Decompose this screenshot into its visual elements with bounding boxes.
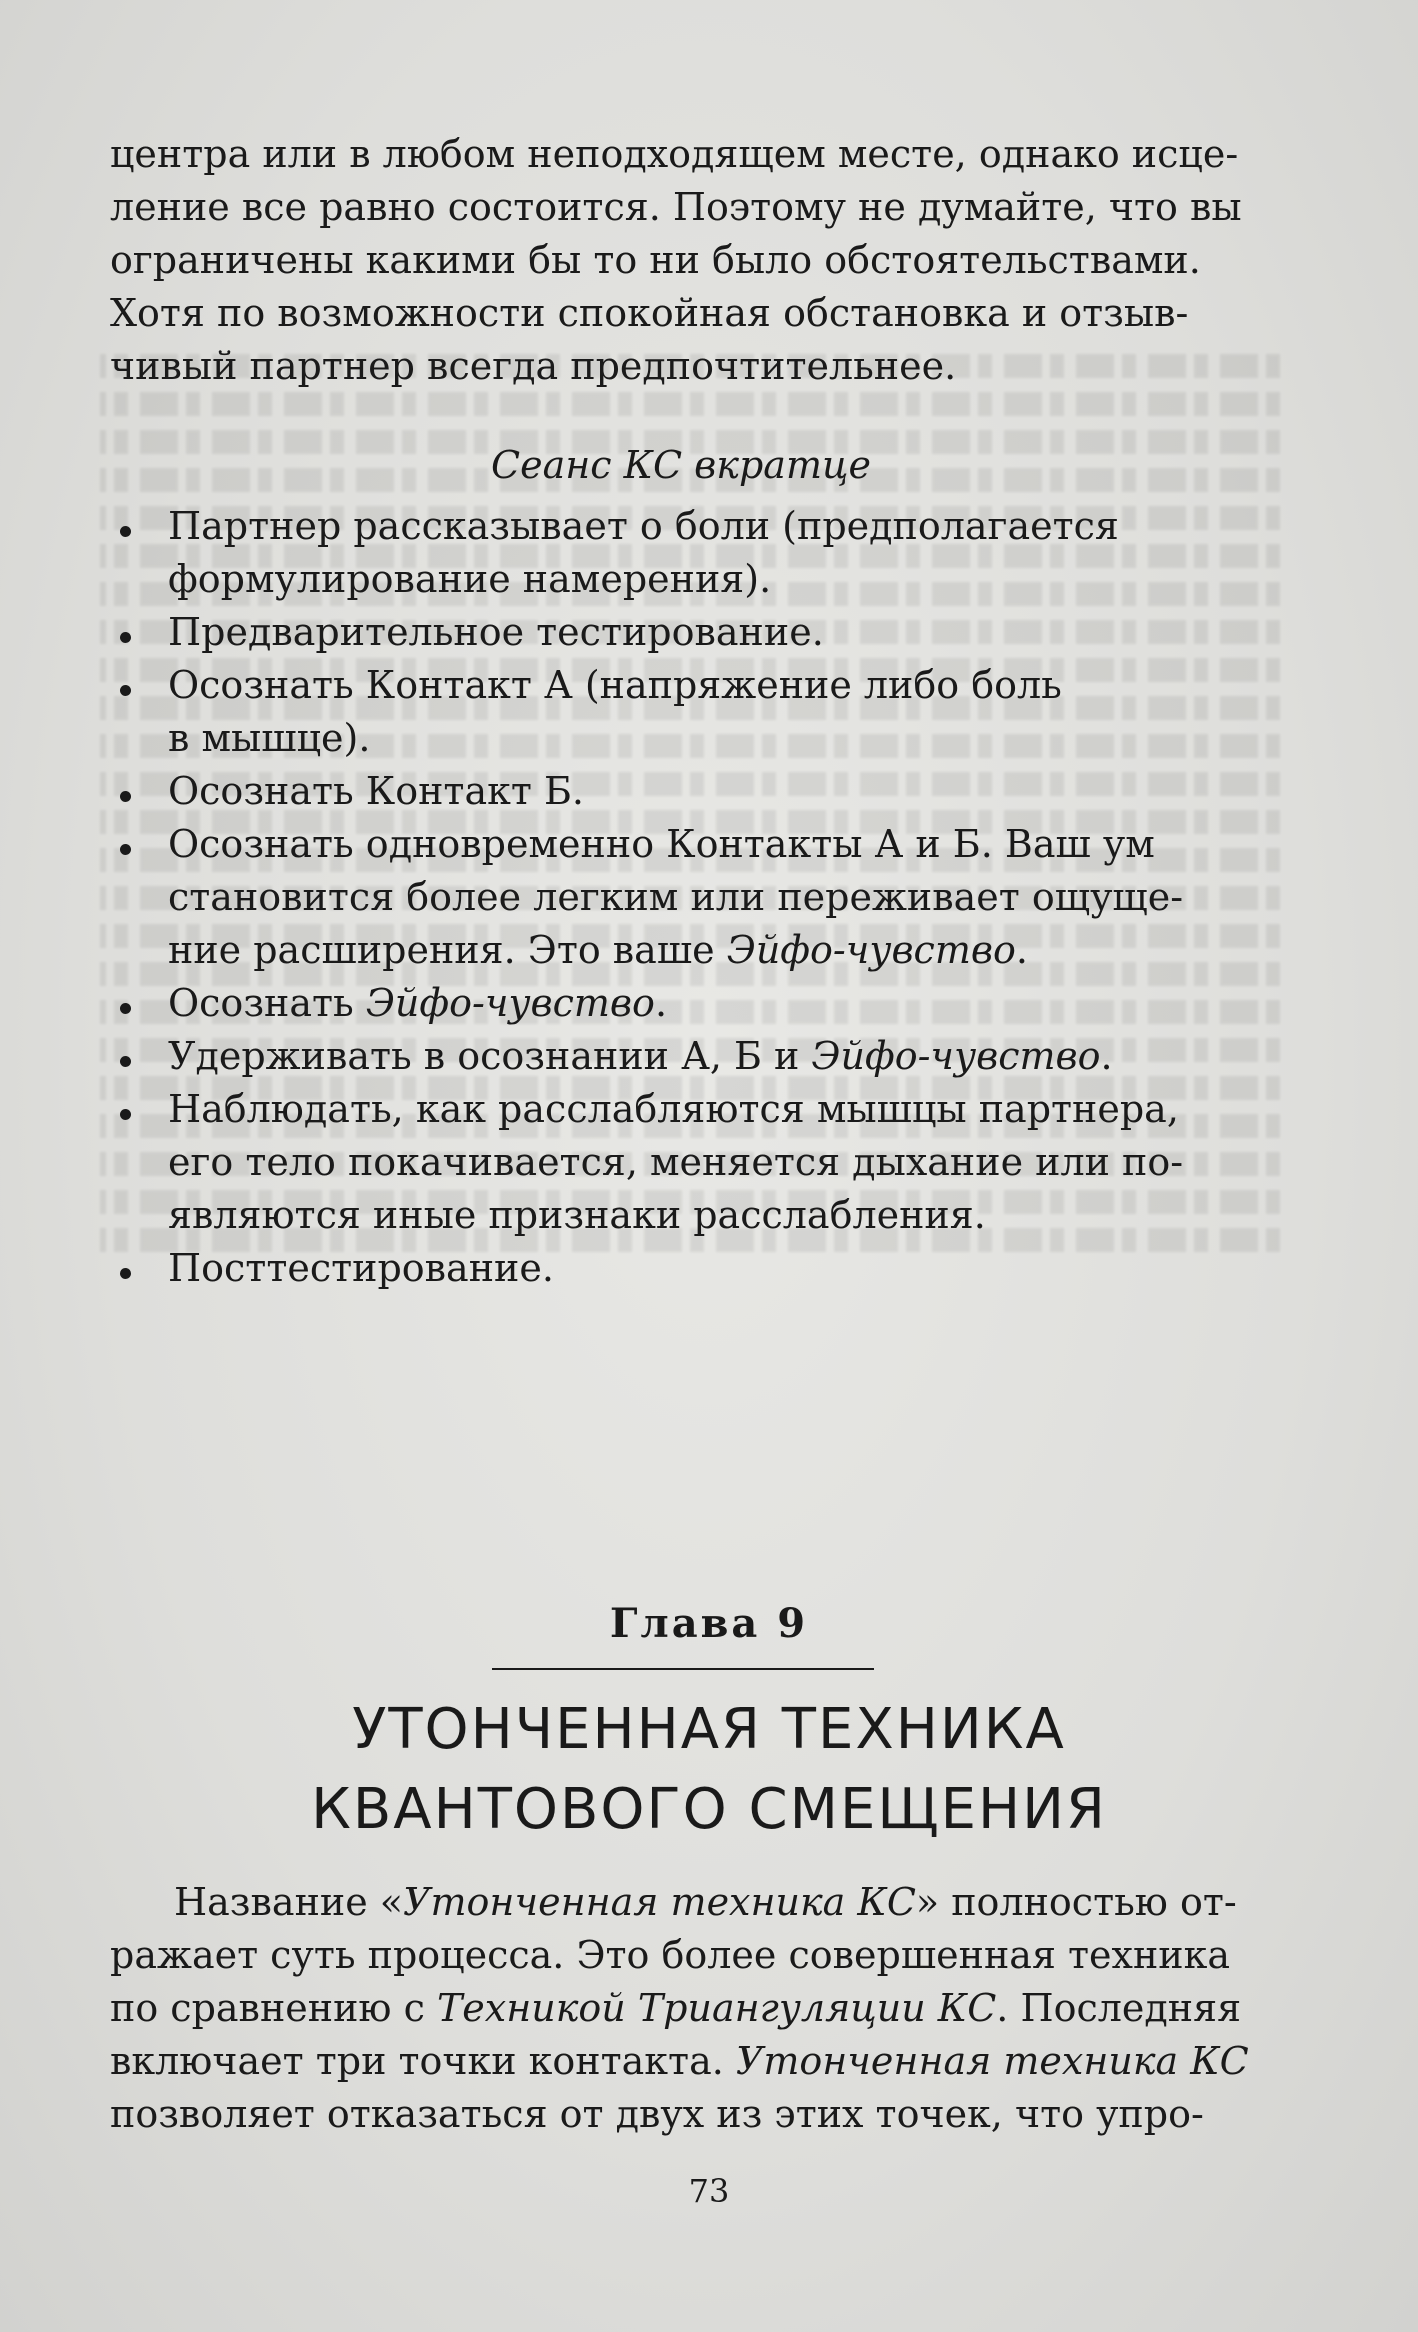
list-item	[110, 1030, 1252, 1083]
list-item-text: ние расширения. Это ваше	[168, 928, 727, 972]
list-item-line: Партнер рассказывает о боли (предполагается	[168, 504, 1119, 548]
list-item-text: Удерживать в осознании А, Б и	[168, 1034, 812, 1078]
list-item	[110, 659, 1252, 765]
top-paragraph	[110, 128, 1252, 393]
euphoria-term: Эйфо-чувство	[365, 981, 655, 1025]
chapter-title-line: КВАНТОВОГО СМЕЩЕНИЯ	[311, 1777, 1107, 1842]
paragraph-line: ление все равно состоится. Поэтому не думайте, что вы	[110, 185, 1242, 229]
list-item	[110, 818, 1252, 977]
chapter-title-line: УТОНЧЕННАЯ ТЕХНИКА	[352, 1697, 1066, 1762]
euphoria-term: Эйфо-чувство	[726, 928, 1016, 972]
list-item-line: формулирование намерения).	[168, 557, 772, 601]
list-item-line: Осознать Контакт А (напряжение либо боль	[168, 663, 1062, 707]
page-text-upper	[110, 128, 1252, 1295]
list-item-line: Предварительное тестирование.	[168, 610, 824, 654]
list-item	[110, 1083, 1252, 1242]
list-item	[110, 500, 1252, 606]
italic-term: Утонченная техника КС	[403, 1880, 916, 1924]
italic-term: Техникой Триангуляции КС	[436, 1986, 997, 2030]
paragraph-line	[110, 1982, 1252, 2035]
list-item	[110, 1242, 1252, 1295]
list-item-line: Удерживать в осознании А, Б и Эйфо-чувство.	[168, 1034, 1113, 1078]
list-item-line: ние расширения. Это ваше Эйфо-чувство.	[168, 928, 1028, 972]
chapter-label: Глава 9	[609, 1600, 809, 1647]
text-run: по сравнению с	[110, 1986, 437, 2030]
paragraph-line: чивый партнер всегда предпочтительнее.	[110, 344, 957, 388]
paragraph-line: Хотя по возможности спокойная обстановка и отзыв-	[110, 291, 1189, 335]
session-steps-list	[110, 500, 1252, 1295]
paragraph-line	[110, 1876, 1252, 1929]
list-item-line: его тело покачивается, меняется дыхание или по-	[168, 1140, 1184, 1184]
chapter-divider	[492, 1668, 874, 1670]
paragraph-line: центра или в любом неподходящем месте, однако исце-	[110, 132, 1239, 176]
list-item-line: в мышце).	[168, 716, 371, 760]
list-item	[110, 977, 1252, 1030]
italic-term: Утонченная техника КС	[735, 2039, 1249, 2083]
page-number: 73	[688, 2172, 730, 2210]
list-item-line: Посттестирование.	[168, 1246, 554, 1290]
chapter-intro-paragraph	[110, 1876, 1252, 2141]
text-run: » полностью от-	[915, 1880, 1237, 1924]
list-item-line: Наблюдать, как расслабляются мышцы партнера,	[168, 1087, 1179, 1131]
text-run: . Последняя	[996, 1986, 1242, 2030]
list-item-text: Осознать	[168, 981, 366, 1025]
paragraph-line: ограничены какими бы то ни было обстоятельствами.	[110, 238, 1201, 282]
list-item-line: являются иные признаки расслабления.	[168, 1193, 986, 1237]
text-run: Название «	[174, 1880, 404, 1924]
paragraph-line: позволяет отказаться от двух из этих точек, что упро-	[110, 2092, 1204, 2136]
chapter-title	[0, 1690, 1418, 1850]
paragraph-line	[110, 2035, 1252, 2088]
euphoria-term: Эйфо-чувство	[811, 1034, 1101, 1078]
list-item	[110, 765, 1252, 818]
list-item-line: Осознать Эйфо-чувство.	[168, 981, 668, 1025]
list-item-line: становится более легким или переживает ощуще-	[168, 875, 1184, 919]
list-item	[110, 606, 1252, 659]
paragraph-line: ражает суть процесса. Это более совершенная техника	[110, 1933, 1230, 1977]
text-run: включает три точки контакта.	[110, 2039, 736, 2083]
list-item-line: Осознать Контакт Б.	[168, 769, 584, 813]
list-item-line: Осознать одновременно Контакты А и Б. Ваш ум	[168, 822, 1155, 866]
section-subtitle: Сеанс КС вкратце	[491, 443, 871, 487]
